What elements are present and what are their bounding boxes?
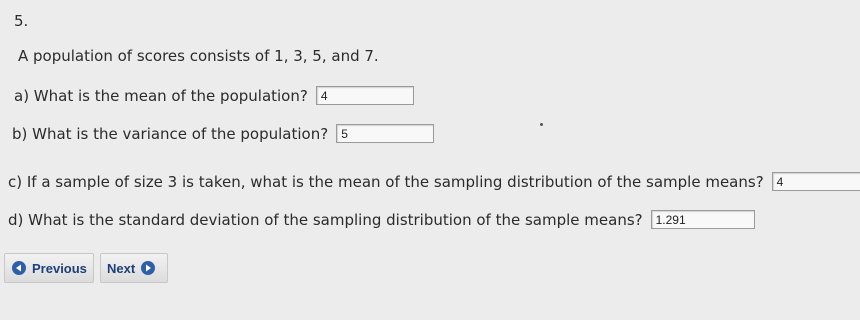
part-c-answer-field[interactable]: 4 bbox=[772, 172, 860, 191]
part-a-label: a) What is the mean of the population? bbox=[14, 86, 308, 105]
part-a-answer-field[interactable]: 4 bbox=[316, 86, 414, 105]
previous-button-label: Previous bbox=[32, 260, 87, 276]
part-c-label: c) If a sample of size 3 is taken, what is the mean of the sampling distribution of the sample means? bbox=[8, 172, 764, 191]
next-button-label: Next bbox=[107, 260, 136, 276]
next-button[interactable] bbox=[100, 253, 168, 283]
part-b-answer-field[interactable]: 5 bbox=[336, 124, 434, 143]
previous-button[interactable] bbox=[4, 253, 94, 283]
part-d-label: d) What is the standard deviation of the sampling distribution of the sample means? bbox=[8, 210, 643, 229]
stray-dot bbox=[540, 123, 543, 126]
part-d-row bbox=[8, 210, 755, 229]
part-d-answer-field[interactable]: 1.291 bbox=[651, 210, 755, 229]
question-number: 5. bbox=[14, 12, 29, 30]
part-b-label: b) What is the variance of the population? bbox=[12, 124, 329, 143]
left-arrow-circle-icon bbox=[12, 261, 26, 275]
right-arrow-circle-icon bbox=[141, 261, 155, 275]
question-intro: A population of scores consists of 1, 3, 5, and 7. bbox=[18, 47, 379, 65]
part-a-row bbox=[14, 86, 414, 105]
part-c-row bbox=[8, 172, 860, 191]
part-b-row bbox=[12, 124, 434, 143]
